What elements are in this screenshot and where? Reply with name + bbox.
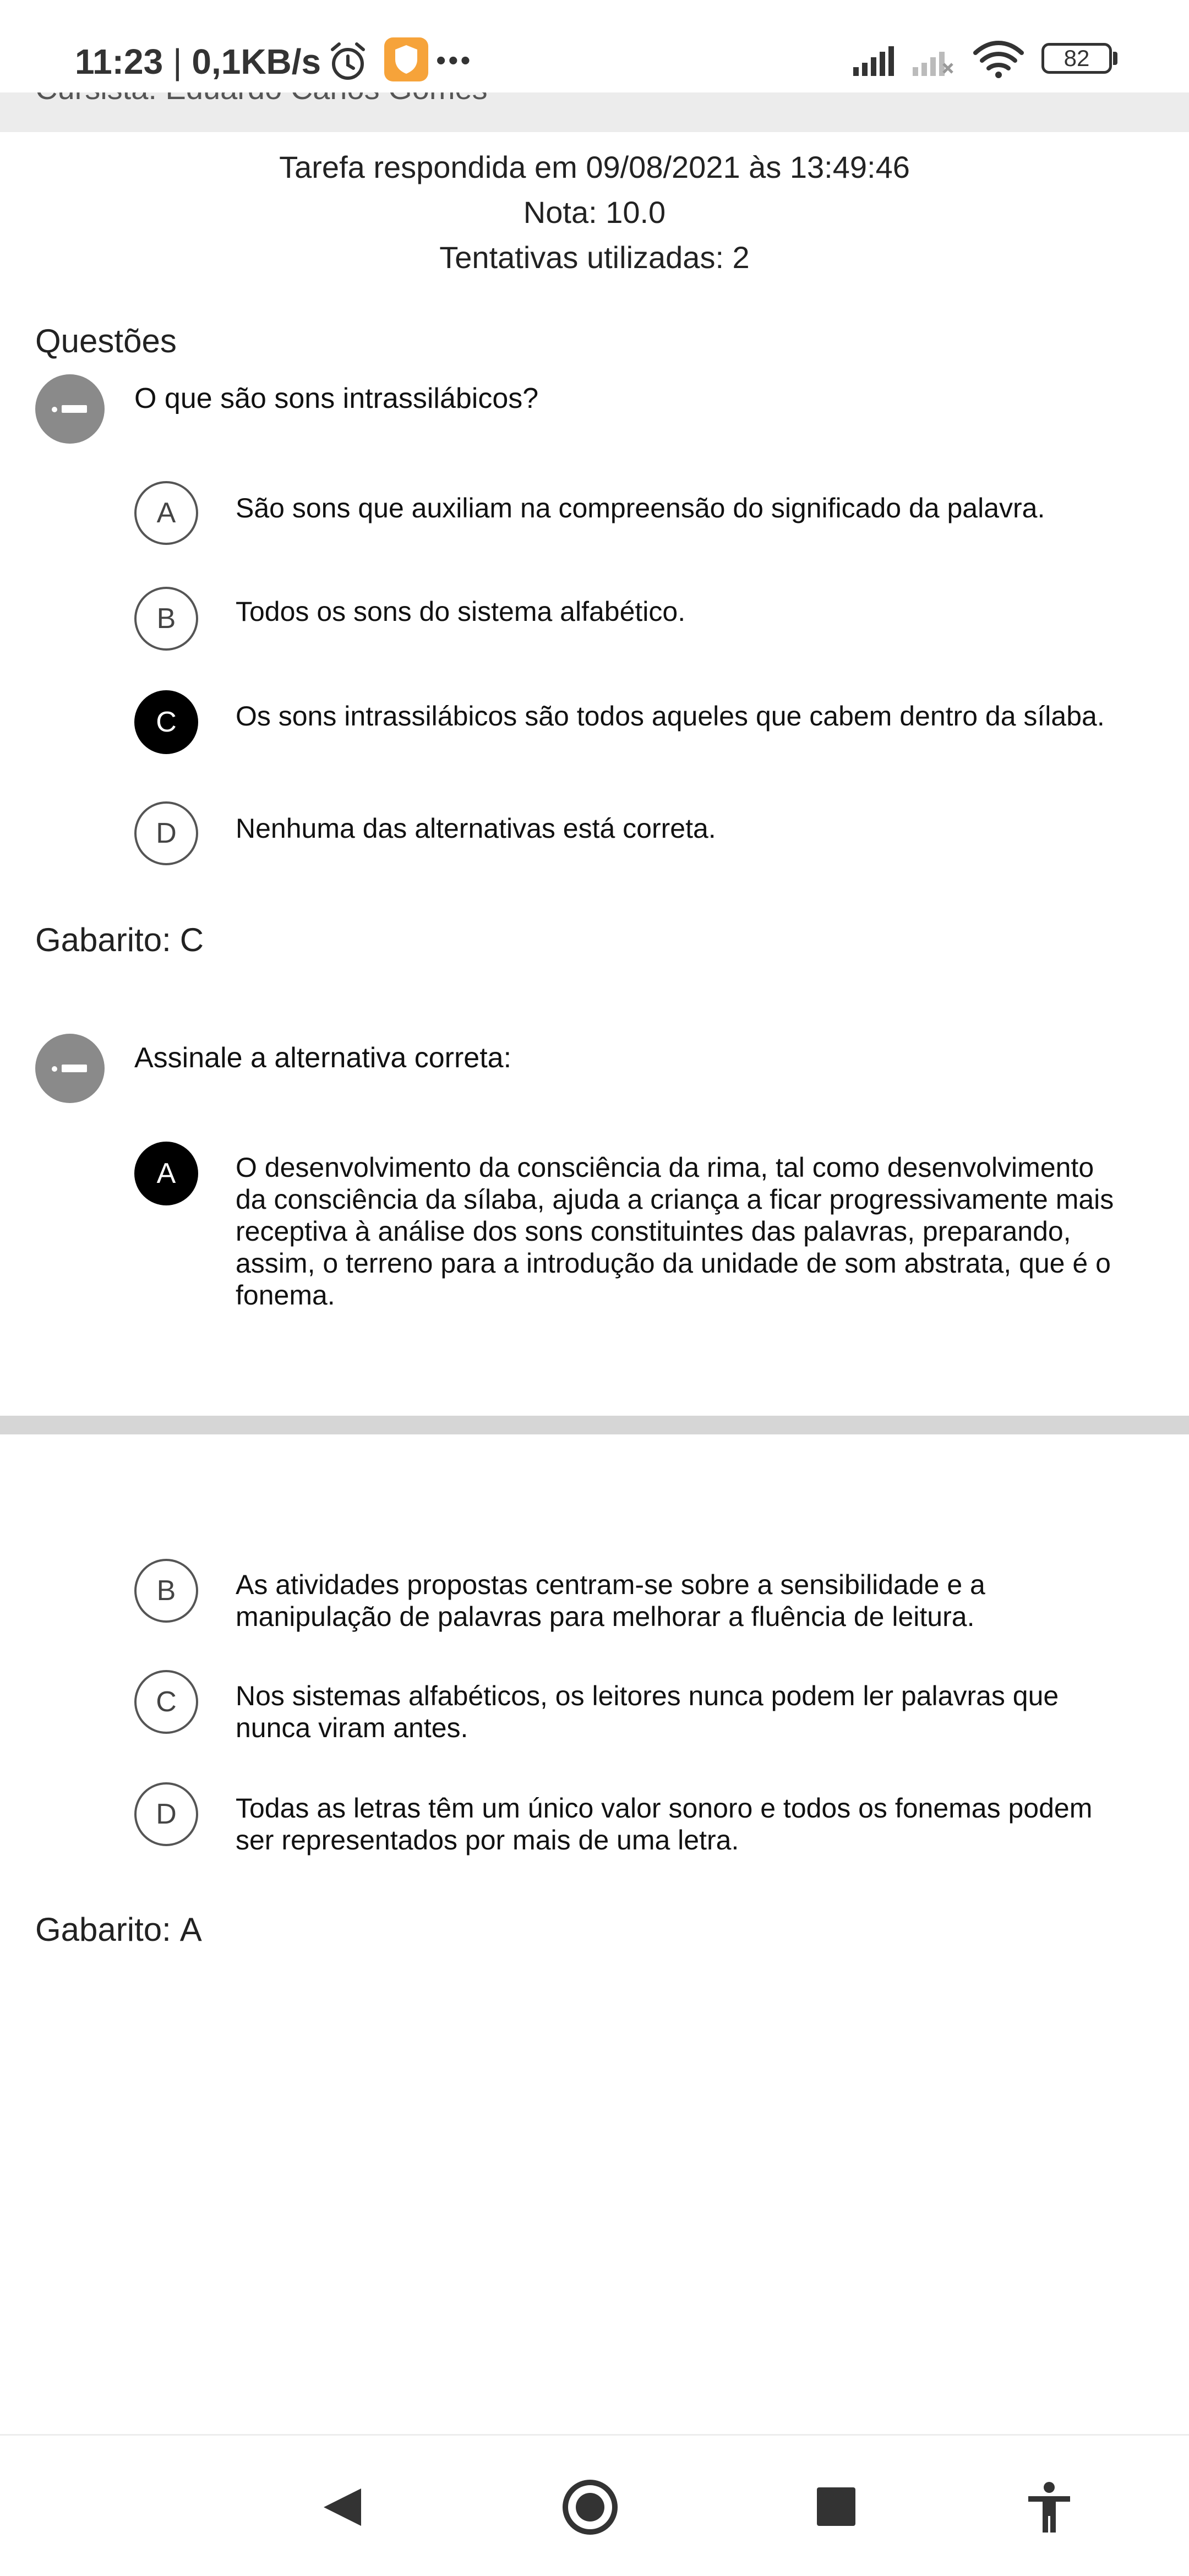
signal-empty-icon — [910, 44, 955, 77]
option-d-circle[interactable]: D — [134, 1782, 198, 1846]
option-a-circle[interactable]: A — [134, 481, 198, 545]
home-icon[interactable] — [563, 2480, 618, 2535]
network-speed: 0,1KB/s — [192, 42, 321, 81]
collapse-question-icon[interactable] — [35, 1034, 105, 1103]
option-a-circle-selected[interactable]: A — [134, 1142, 198, 1205]
question-text: O que são sons intrassilábicos? — [134, 383, 539, 414]
recents-icon[interactable] — [817, 2487, 855, 2526]
status-time: 11:23 — [75, 42, 163, 81]
option-c-circle[interactable]: C — [134, 1670, 198, 1734]
alarm-icon — [328, 41, 368, 83]
answer-key-value: A — [179, 1911, 202, 1948]
option-a-text[interactable]: São sons que auxiliam na compreensão do significado da palavra. — [236, 493, 1045, 523]
wifi-icon — [973, 41, 1024, 79]
battery-icon — [1041, 43, 1112, 74]
navigation-bar — [0, 2434, 1189, 2576]
section-title: Questões — [35, 323, 177, 359]
option-d-text[interactable]: Nenhuma das alternativas está correta. — [236, 813, 716, 844]
option-d-text[interactable]: Todas as letras têm um único valor sonoro e todos os fonemas podem ser representados por mais de uma letra. — [236, 1793, 1093, 1855]
page-divider — [0, 1416, 1189, 1434]
status-time-speed — [75, 40, 321, 84]
answered-at: Tarefa respondida em 09/08/2021 às 13:49:46 — [279, 150, 910, 184]
answer-key-label: Gabarito: — [35, 1911, 171, 1948]
answer-key-value: C — [179, 921, 204, 958]
option-c-text[interactable]: Nos sistemas alfabéticos, os leitores nunca podem ler palavras que nunca viram antes. — [236, 1680, 1059, 1743]
answer-key-label: Gabarito: — [35, 921, 171, 958]
option-c-text[interactable]: Os sons intrassilábicos são todos aqueles que cabem dentro da sílaba. — [236, 701, 1105, 732]
answer-key — [35, 920, 204, 960]
attempts: Tentativas utilizadas: 2 — [439, 240, 750, 275]
option-b-text[interactable]: Todos os sons do sistema alfabético. — [236, 596, 686, 627]
collapse-question-icon[interactable] — [35, 374, 105, 444]
signal-icon — [851, 44, 895, 77]
option-c-circle-selected[interactable]: C — [134, 690, 198, 754]
battery-level: 82 — [1063, 45, 1090, 71]
option-b-circle[interactable]: B — [134, 587, 198, 651]
back-icon[interactable] — [320, 2485, 364, 2529]
answer-key — [35, 1910, 202, 1950]
battery-cap — [1113, 52, 1117, 65]
status-bar — [0, 0, 1189, 92]
header-strip — [0, 92, 1189, 132]
question-text: Assinale a alternativa correta: — [134, 1042, 512, 1074]
grade: Nota: 10.0 — [523, 195, 666, 230]
status-separator: | — [163, 42, 192, 81]
accessibility-icon[interactable] — [1025, 2481, 1073, 2534]
shield-app-icon — [384, 37, 428, 81]
option-b-text[interactable]: As atividades propostas centram-se sobre a sensibilidade e a manipulação de palavras para melhorar a fluência de leitura. — [236, 1569, 985, 1632]
more-notifications-icon: ••• — [436, 45, 473, 77]
option-a-text[interactable]: O desenvolvimento da consciência da rima, tal como desenvolvimento da consciência da sílaba, ajuda a criança a ficar progressivamente mais receptiva à análise dos sons constituintes das palavras, preparando, assim, o terreno para a introdução da unidade de som abstrata, que é o fonema. — [236, 1152, 1114, 1311]
option-b-circle[interactable]: B — [134, 1559, 198, 1623]
option-d-circle[interactable]: D — [134, 801, 198, 865]
